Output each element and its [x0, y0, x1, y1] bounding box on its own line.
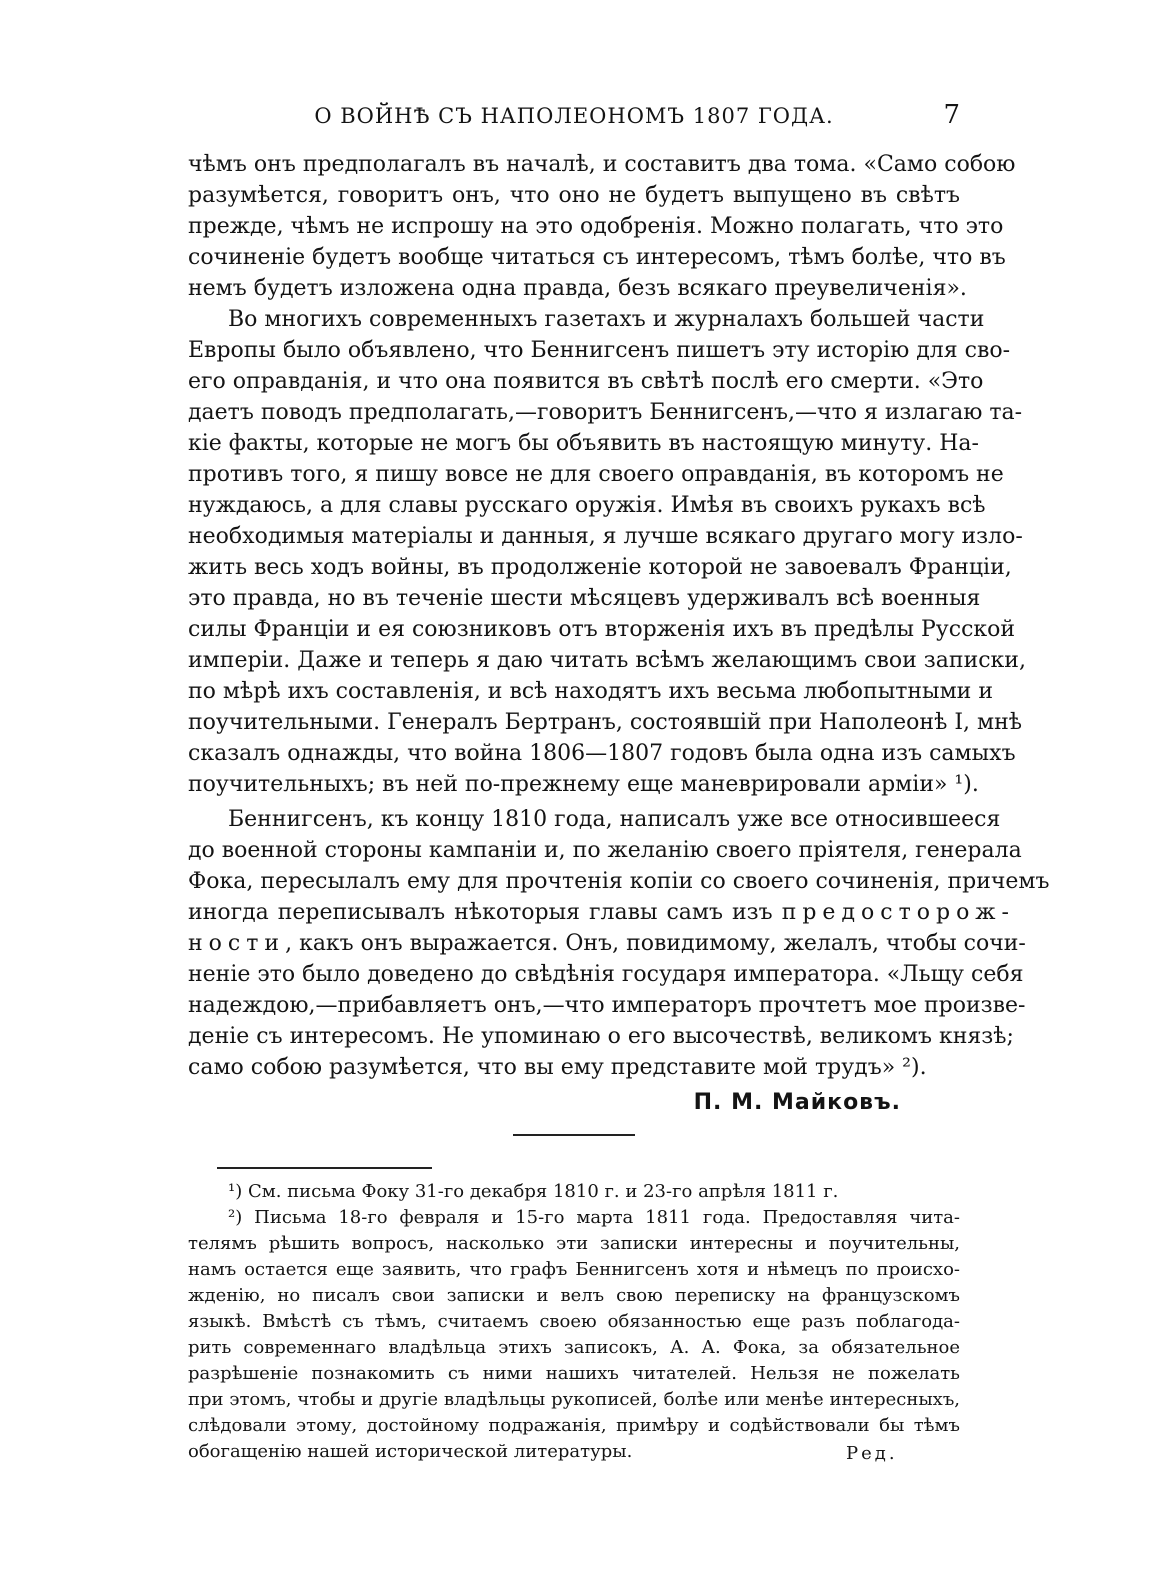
text-line: Беннигсенъ, къ концу 1810 года, написалъ уже все относившееся — [228, 807, 1001, 832]
text-line: имперіи. Даже и теперь я даю читать всѣмъ желающимъ свои записки, — [188, 648, 1026, 673]
text-line: сказалъ однажды, что война 1806—1807 годовъ была одна изъ самыхъ — [188, 741, 1016, 766]
footnote-line: языкѣ. Вмѣстѣ съ тѣмъ, считаемъ своею обязанностью еще разъ поблагода- — [188, 1311, 960, 1332]
text-line: деніе съ интересомъ. Не упоминаю о его высочествѣ, великомъ князѣ; — [188, 1024, 1014, 1049]
page-number: 7 — [943, 100, 960, 130]
emphasis-spaced: ности — [188, 931, 286, 956]
footnote-line: намъ остается еще заявить, что графъ Беннигсенъ хотя и нѣмецъ по происхо- — [188, 1259, 960, 1280]
running-title: О ВОЙНѢ СЪ НАПОЛЕОНОМЪ 1807 ГОДА. — [314, 104, 834, 128]
text-line: разумѣется, говоритъ онъ, что оно не будетъ выпущено въ свѣтъ — [188, 183, 960, 208]
text-segment: , какъ онъ выражается. Онъ, повидимому, желалъ, чтобы сочи- — [285, 931, 1026, 956]
text-line: силы Франціи и ея союзниковъ отъ вторженія ихъ въ предѣлы Русской — [188, 617, 1016, 642]
text-line: кіе факты, которые не могъ бы объявить въ настоящую минуту. На- — [188, 431, 979, 456]
text-line: нуждаюсь, а для славы русскаго оружія. Имѣя въ своихъ рукахъ всѣ — [188, 493, 986, 518]
text-line: Европы было объявлено, что Беннигсенъ пишетъ эту исторію для сво- — [188, 338, 1011, 363]
footnote-line: жденію, но писалъ свои записки и велъ свою переписку на французскомъ — [188, 1285, 960, 1306]
text-line: жить весь ходъ войны, въ продолженіе которой не завоевалъ Франціи, — [188, 555, 1012, 580]
footnote-line: ¹) См. письма Фоку 31-го декабря 1810 г. и 23-го апрѣля 1811 г. — [228, 1181, 839, 1202]
text-line — [188, 898, 1015, 928]
footnote-line: рить современнаго владѣльца этихъ записокъ, А. А. Фока, за обязательное — [188, 1337, 960, 1358]
text-line: неніе это было доведено до свѣдѣнія государя императора. «Льщу себя — [188, 962, 1024, 987]
text-line: это правда, но въ теченіе шести мѣсяцевъ удерживалъ всѣ военныя — [188, 586, 981, 611]
footnote-line: при этомъ, чтобы и другіе владѣльцы рукописей, болѣе или менѣе интересныхъ, — [188, 1389, 960, 1410]
text-line: поучительныхъ; въ ней по-прежнему еще маневрировали арміи» ¹). — [188, 772, 979, 797]
text-line: прежде, чѣмъ не испрошу на это одобренія. Можно полагать, что это — [188, 214, 1004, 239]
text-line: даетъ поводъ предполагать,—говоритъ Беннигсенъ,—что я излагаю та- — [188, 400, 1023, 425]
text-line: необходимыя матеріалы и данныя, я лучше всякаго другаго могу изло- — [188, 524, 1023, 549]
text-line: немъ будетъ изложена одна правда, безъ всякаго преувеличенія». — [188, 276, 967, 301]
footnote-divider — [217, 1167, 432, 1169]
editor-mark: Ред. — [846, 1443, 898, 1464]
text-segment: иногда переписывалъ нѣкоторыя главы самъ изъ — [188, 900, 773, 925]
text-line: чѣмъ онъ предполагалъ въ началѣ, и составитъ два тома. «Само собою — [188, 152, 1016, 177]
section-divider — [513, 1134, 635, 1136]
footnote-line: обогащенію нашей исторической литературы. — [188, 1441, 633, 1462]
text-line: по мѣрѣ ихъ составленія, и всѣ находятъ ихъ весьма любопытными и — [188, 679, 993, 704]
author-signature: П. М. Майковъ. — [693, 1090, 901, 1115]
text-line: Во многихъ современныхъ газетахъ и журналахъ большей части — [228, 307, 985, 332]
text-line — [188, 929, 1026, 959]
footnote-line: слѣдовали этому, достойному подражанія, примѣру и содѣйствовали бы тѣмъ — [188, 1415, 960, 1436]
text-line: поучительными. Генералъ Бертранъ, состоявшій при Наполеонѣ I, мнѣ — [188, 710, 1023, 735]
text-line: Фока, пересылалъ ему для прочтенія копіи со своего сочиненія, причемъ — [188, 869, 1050, 894]
emphasis-spaced: предосторож- — [781, 900, 1015, 925]
text-line: противъ того, я пишу вовсе не для своего оправданія, въ которомъ не — [188, 462, 1004, 487]
footnote-line: ²) Письма 18-го февраля и 15-го марта 1811 года. Предоставляя чита- — [228, 1207, 960, 1228]
text-line: надеждою,—прибавляетъ онъ,—что императоръ прочтетъ мое произве- — [188, 993, 1026, 1018]
text-line: до военной стороны кампаніи и, по желанію своего пріятеля, генерала — [188, 838, 1022, 863]
text-line: само собою разумѣется, что вы ему представите мой трудъ» ²). — [188, 1055, 927, 1080]
footnote-line: разрѣшеніе познакомить съ ними нашихъ читателей. Нельзя не пожелать — [188, 1363, 960, 1384]
footnote-line: телямъ рѣшить вопросъ, насколько эти записки интересны и поучительны, — [188, 1233, 960, 1254]
page-header — [188, 100, 960, 140]
text-line: сочиненіе будетъ вообще читаться съ интересомъ, тѣмъ болѣе, что въ — [188, 245, 1006, 270]
text-line: его оправданія, и что она появится въ свѣтѣ послѣ его смерти. «Это — [188, 369, 984, 394]
